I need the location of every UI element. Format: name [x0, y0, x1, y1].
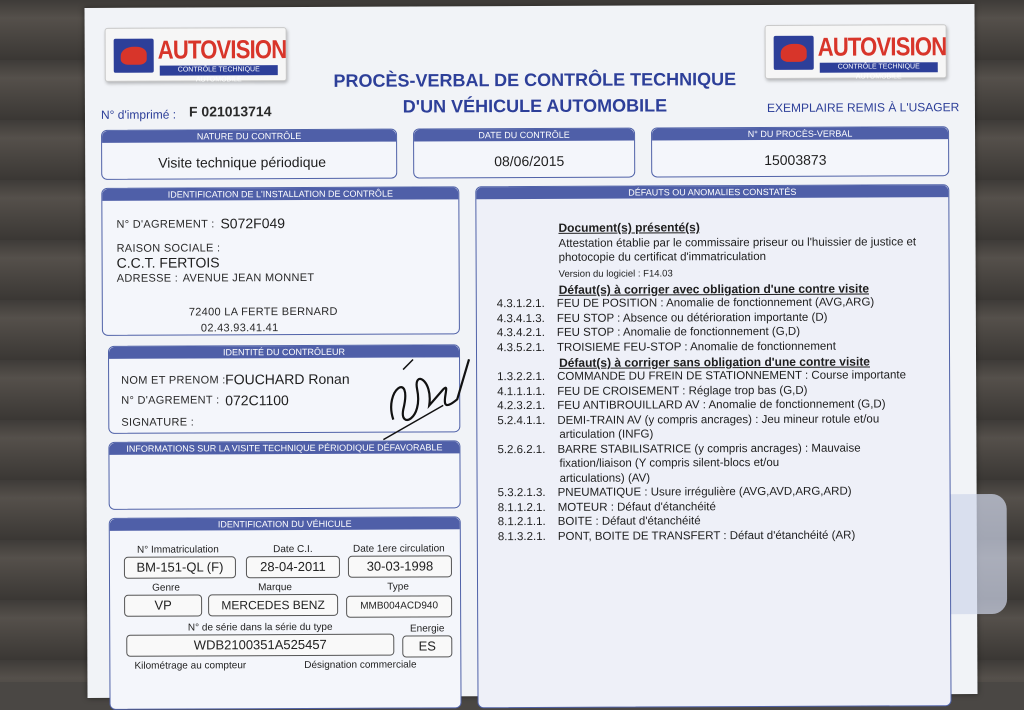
defect-detail: : Anomalie de fonctionnement (G,D)	[613, 325, 801, 339]
defect-row	[497, 326, 800, 339]
defect-label: MOTEUR	[557, 501, 608, 514]
defect-detail: : Absence ou détérioration importante (D)	[613, 311, 828, 325]
defect-code: 4.3.5.2.1.	[496, 341, 545, 354]
defects-box: DÉFAUTS OU ANOMALIES CONSTATÉS Document(s) présenté(s) Attestation établie par le commissaire priseur ou l'huissier de justice et photocopie du certificat d'immatriculation Version du logiciel : F14.03 Défaut(s) à corriger avec obligation d'une contre visite 4.3.1.2.1. FEU DE POSITION : Anomalie de fonctionnement (AVG,ARG) 4.3.4.1.3. FEU STOP : Absence ou détérioration importante (D) 4.3.4.2.1. FEU STOP : Anomalie de fonctionnement (G,D) 4.3.5.2.1. TROISIEME FEU-STOP : Anomalie de fonctionnement Défaut(s) à corriger sans obligation d'une contre visite 1.3.2.2.1. COMMANDE DU FREIN DE STATIONNEMENT : Course importante 4.1.1.1.1. FEU DE CROISEMENT : Réglage trop bas (G,D) 4.2.3.2.1. FEU ANTIBROUILLARD AV : Anomalie de fonctionnement (G,D) 5.2.4.1.1. DEMI-TRAIN AV (y compris ancrages) : Jeu mineur rotule et/ou articulation (INFG) 5.2.6.2.1. BARRE STABILISATRICE (y compris ancrages) : Mauvaise fixation/liaison (Y compris silent-blocs et/ou articulations) (AV) 5.3.2.1.3. PNEUMATIQUE : Usure irrégulière (AVG,AVD,ARG,ARD) 8.1.1.2.1. MOTEUR : Défaut d'étanchéité 8.1.2.1.1. BOITE : Défaut d'étanchéité 8.1.3.2.1. PONT, BOITE DE TRANSFERT : Défaut d'étanchéité (AR)	[475, 184, 951, 708]
defect-code: 8.1.1.2.1.	[497, 501, 546, 514]
registration-field: BM-151-QL (F)	[124, 556, 236, 578]
autovision-logo-left: AUTOVISION CONTRÔLE TECHNIQUE AUTOMOBILE	[105, 27, 287, 82]
defect-code: 4.2.3.2.1.	[497, 399, 546, 413]
defect-label: FEU ANTIBROUILLARD AV	[557, 399, 700, 412]
defect-code: 4.1.1.1.1.	[497, 385, 546, 398]
defect-detail: (y compris ancrages) : Jeu mineur rotule et/ou	[641, 412, 880, 427]
defect-detail: : Défaut d'étanchéité	[592, 515, 701, 528]
defect-row	[497, 369, 906, 383]
defect-detail: : Anomalie de fonctionnement (AVG,ARG)	[657, 296, 875, 310]
inspection-date-box: DATE DU CONTRÔLE 08/06/2015	[413, 128, 635, 179]
printed-number: F 021013714	[188, 103, 272, 120]
defect-label: BARRE STABILISATRICE	[557, 442, 692, 456]
defect-code: 5.3.2.1.3.	[497, 486, 546, 500]
defect-code: 5.2.4.1.1.	[497, 414, 546, 427]
defect-code: 1.3.2.2.1.	[497, 370, 546, 384]
defect-detail: : Défaut d'étanchéité (AR)	[720, 529, 856, 542]
defect-detail: : Usure irrégulière (AVG,AVD,ARG,ARD)	[641, 485, 852, 499]
defect-label: FEU DE CROISEMENT	[557, 384, 680, 398]
defect-row	[498, 486, 852, 500]
defect-detail-continued: articulation (INFG)	[559, 428, 654, 441]
document-title-line2: D'UN VÉHICULE AUTOMOBILE	[402, 95, 668, 117]
defect-detail: : Course importante	[801, 369, 907, 382]
inspection-type-box: NATURE DU CONTRÔLE Visite technique périodique	[101, 129, 397, 180]
document-title-line1: PROCÈS-VERBAL DE CONTRÔLE TECHNIQUE	[333, 69, 737, 91]
defect-code: 8.1.3.2.1.	[497, 530, 546, 543]
inspection-report	[84, 4, 977, 698]
vehicle-box: IDENTIFICATION DU VÉHICULE N° Immatriculation BM-151-QL (F) Date C.I. 28-04-2011 Date 1ere circulation 30-03-1998 Genre VP Marque MERCEDES BENZ Type MMB004ACD940 N° de série dans la série du type WDB2100351A525457 Energie ES Kilométrage au compteur Désignation commerciale	[109, 516, 462, 710]
inspector-box: IDENTITÉ DU CONTRÔLEUR NOM ET PRENOM : FOUCHARD Ronan N° D'AGREMENT : 072C1100 SIGNATURE :	[108, 344, 460, 434]
defect-detail: : Défaut d'étanchéité	[607, 500, 716, 514]
defect-label: BOITE	[557, 515, 593, 528]
defect-detail: : Anomalie de fonctionnement	[681, 340, 836, 353]
printed-number-label: N° d'imprimé :	[100, 107, 177, 122]
defect-label: PNEUMATIQUE	[557, 486, 642, 499]
defect-row	[497, 340, 836, 353]
defect-detail: : Anomalie de fonctionnement (G,D)	[699, 398, 886, 412]
defect-code: 8.1.2.1.1.	[497, 515, 546, 529]
installation-box: IDENTIFICATION DE L'INSTALLATION DE CONTRÔLE N° D'AGREMENT : S072F049 RAISON SOCIALE : C.C.T. FERTOIS ADRESSE : AVENUE JEAN MONNET 72400 LA FERTE BERNARD 02.43.93.41.41	[101, 186, 460, 336]
defects-list: Document(s) présenté(s) Attestation établie par le commissaire priseur ou l'huissier de justice et photocopie du certificat d'immatriculation Version du logiciel : F14.03 Défaut(s) à corriger avec obligation d'une contre visite 4.3.1.2.1. FEU DE POSITION : Anomalie de fonctionnement (AVG,ARG) 4.3.4.1.3. FEU STOP : Absence ou détérioration importante (D) 4.3.4.2.1. FEU STOP : Anomalie de fonctionnement (G,D) 4.3.5.2.1. TROISIEME FEU-STOP : Anomalie de fonctionnement Défaut(s) à corriger sans obligation d'une contre visite 1.3.2.2.1. COMMANDE DU FREIN DE STATIONNEMENT : Course importante 4.1.1.1.1. FEU DE CROISEMENT : Réglage trop bas (G,D) 4.2.3.2.1. FEU ANTIBROUILLARD AV : Anomalie de fonctionnement (G,D) 5.2.4.1.1. DEMI-TRAIN AV (y compris ancrages) : Jeu mineur rotule et/ou articulation (INFG) 5.2.6.2.1. BARRE STABILISATRICE (y compris ancrages) : Mauvaise fixation/liaison (Y compris silent-blocs et/ou articulations) (AV) 5.3.2.1.3. PNEUMATIQUE : Usure irrégulière (AVG,AVD,ARG,ARD) 8.1.1.2.1. MOTEUR : Défaut d'étanchéité 8.1.2.1.1. BOITE : Défaut d'étanchéité 8.1.3.2.1. PONT, BOITE DE TRANSFERT : Défaut d'étanchéité (AR)	[496, 220, 917, 543]
defect-row	[498, 515, 701, 528]
defect-code: 4.3.4.2.1.	[496, 326, 545, 340]
defect-detail-continued: articulations) (AV)	[559, 471, 651, 485]
unfavourable-info-box: INFORMATIONS SUR LA VISITE TECHNIQUE PÉRIODIQUE DÉFAVORABLE	[108, 440, 460, 510]
report-number-box: N° DU PROCÈS-VERBAL 15003873	[651, 126, 949, 177]
car-icon	[114, 39, 154, 73]
defect-code: 4.3.4.1.3.	[496, 312, 545, 325]
defect-detail: (y compris ancrages) : Mauvaise	[691, 442, 861, 455]
defect-row	[498, 529, 856, 543]
defect-row	[497, 442, 860, 456]
defect-row	[498, 501, 716, 514]
autovision-logo-right: AUTOVISION CONTRÔLE TECHNIQUE AUTOMOBILE	[765, 24, 947, 79]
defect-label: PONT, BOITE DE TRANSFERT	[557, 529, 721, 543]
defect-row	[497, 297, 875, 311]
defect-detail-continued: fixation/liaison (Y compris silent-blocs et/ou	[559, 456, 780, 470]
defect-row	[497, 398, 885, 412]
defect-label: TROISIEME FEU-STOP	[556, 340, 682, 354]
defect-row	[497, 311, 828, 324]
defect-row	[497, 384, 807, 397]
defect-code: 5.2.6.2.1.	[497, 443, 546, 456]
car-icon	[774, 36, 814, 70]
defect-label: FEU STOP	[556, 326, 615, 339]
defect-label: DEMI-TRAIN AV	[557, 414, 642, 427]
copy-note: EXEMPLAIRE REMIS À L'USAGER	[766, 100, 960, 115]
defect-row	[497, 413, 879, 427]
inspector-signature	[373, 349, 473, 445]
defect-detail: : Réglage trop bas (G,D)	[678, 384, 808, 397]
defect-label: COMMANDE DU FREIN DE STATIONNEMENT	[557, 369, 802, 383]
defect-label: FEU STOP	[556, 312, 614, 325]
defect-code: 4.3.1.2.1.	[496, 297, 545, 311]
defect-label: FEU DE POSITION	[556, 297, 658, 310]
